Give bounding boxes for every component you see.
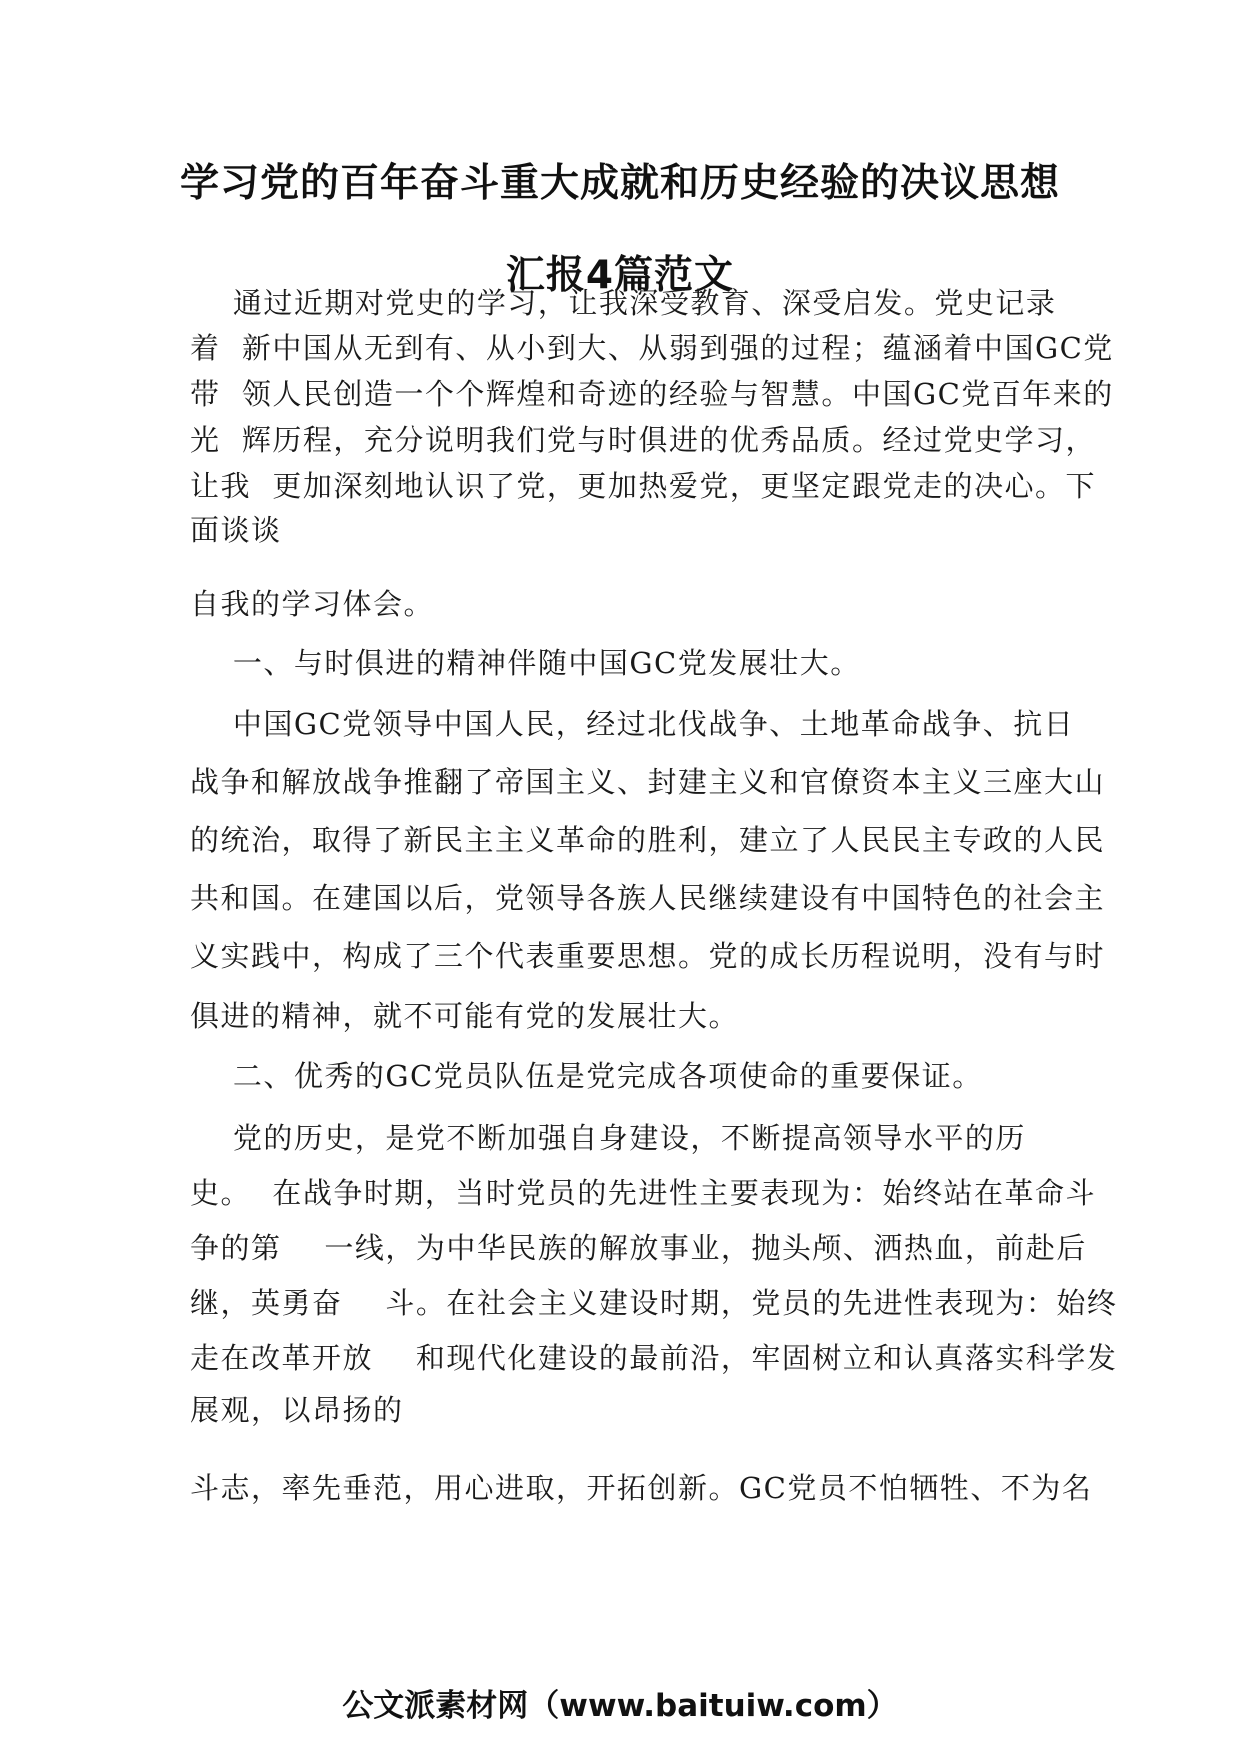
body-line: 争的第 一线，为中华民族的解放事业，抛头颅、洒热血，前赴后 <box>190 1231 1087 1265</box>
body-line: 光 辉历程，充分说明我们党与时俱进的优秀品质。经过党史学习， <box>190 423 1096 457</box>
body-line: 史。 在战争时期，当时党员的先进性主要表现为：始终站在革命斗 <box>190 1176 1096 1210</box>
body-line: 展观，以昂扬的 <box>190 1393 404 1427</box>
section-heading: 一、与时俱进的精神伴随中国GC党发展壮大。 <box>190 646 861 680</box>
body-line: 义实践中，构成了三个代表重要思想。党的成长历程说明，没有与时 <box>190 939 1106 973</box>
section-heading: 二、优秀的GC党员队伍是党完成各项使命的重要保证。 <box>190 1059 983 1093</box>
body-line: 战争和解放战争推翻了帝国主义、封建主义和官僚资本主义三座大山 <box>190 765 1106 799</box>
document-title-line-1: 学习党的百年奋斗重大成就和历史经验的决议思想 <box>179 161 1060 206</box>
body-line: 党的历史，是党不断加强自身建设，不断提高领导水平的历 <box>190 1121 1026 1155</box>
body-line: 的统治，取得了新民主主义革命的胜利，建立了人民民主专政的人民 <box>190 823 1106 857</box>
body-line: 中国GC党领导中国人民，经过北伐战争、土地革命战争、抗日 <box>190 707 1075 741</box>
body-line: 俱进的精神，就不可能有党的发展壮大。 <box>190 999 740 1033</box>
body-line: 让我 更加深刻地认识了党，更加热爱党，更坚定跟党走的决心。下 <box>190 469 1096 503</box>
body-line: 斗志，率先垂范，用心进取，开拓创新。GC党员不怕牺牲、不为名 <box>190 1471 1093 1505</box>
body-line: 通过近期对党史的学习，让我深受教育、深受启发。党史记录 <box>190 286 1057 320</box>
body-line: 带 领人民创造一个个辉煌和奇迹的经验与智慧。中国GC党百年来的 <box>190 377 1114 411</box>
body-line: 自我的学习体会。 <box>190 587 435 621</box>
body-line: 共和国。在建国以后，党领导各族人民继续建设有中国特色的社会主 <box>190 881 1106 915</box>
body-line: 着 新中国从无到有、从小到大、从弱到强的过程；蕴涵着中国GC党 <box>190 331 1114 365</box>
body-line: 走在改革开放 和现代化建设的最前沿，牢固树立和认真落实科学发 <box>190 1341 1118 1375</box>
footer-watermark: 公文派素材网（www.baituiw.com） <box>342 1688 898 1724</box>
body-line: 继，英勇奋 斗。在社会主义建设时期，党员的先进性表现为：始终 <box>190 1286 1118 1320</box>
body-line: 面谈谈 <box>190 513 282 547</box>
document-title-line-2: 汇报4篇范文 <box>505 253 735 298</box>
